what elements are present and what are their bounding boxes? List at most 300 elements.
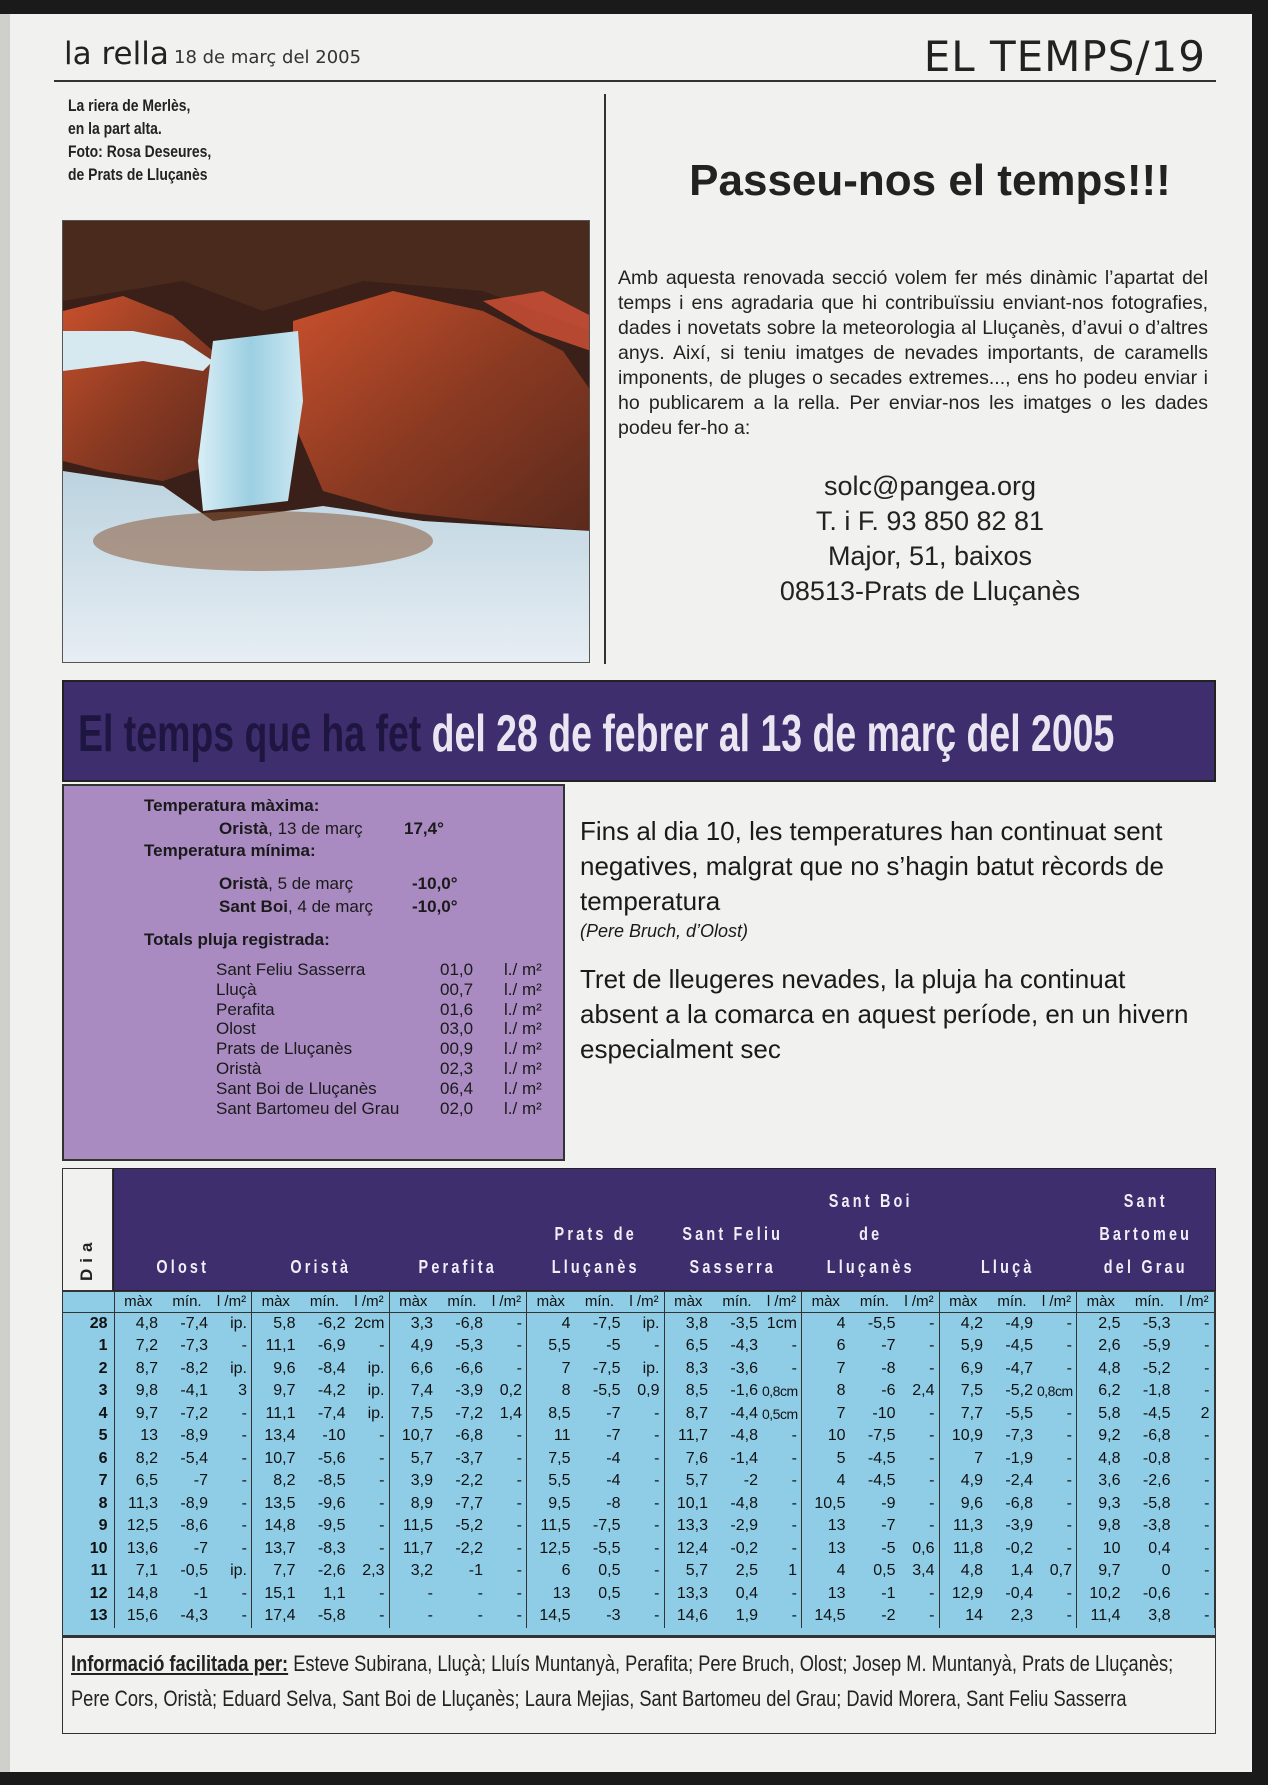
max-temp-cell: 7 <box>836 1404 846 1422</box>
min-temp-cell: -1,9 <box>1005 1449 1033 1467</box>
subheader-cell: mín. <box>437 1292 487 1313</box>
subheader-cell: màx <box>527 1292 575 1313</box>
day-cell: 1 <box>63 1335 114 1358</box>
max-temp-cell: 10,5 <box>814 1494 846 1512</box>
max-temp-cell: 10 <box>1102 1539 1121 1557</box>
max-temp-cell: 11,1 <box>265 1337 296 1355</box>
min-temp-cell: -0,2 <box>730 1539 758 1557</box>
rain-cell: - <box>900 1470 940 1493</box>
table-row <box>63 1605 1214 1628</box>
photo-caption <box>68 94 314 186</box>
rain-cell: - <box>350 1425 390 1448</box>
min-temp-cell: -2,6 <box>1142 1472 1171 1490</box>
rain-cell: - <box>625 1403 665 1426</box>
max-temp-cell: 13,7 <box>264 1539 296 1557</box>
min-temp-cell: -7 <box>881 1337 896 1355</box>
day-cell: 12 <box>63 1583 114 1606</box>
rain-unit: l./ m² <box>504 979 542 999</box>
min-temp-cell: 3,8 <box>1148 1607 1171 1625</box>
subheader-cell: màx <box>664 1292 712 1313</box>
max-temp-cell: 2,5 <box>1098 1315 1121 1332</box>
min-temp-cell: -5,2 <box>455 1517 483 1535</box>
rain-value: 02,0 <box>440 1098 474 1118</box>
table-body <box>62 1291 1216 1636</box>
max-temp-cell: 5 <box>836 1449 846 1467</box>
min-temp-cell: -6,2 <box>317 1315 346 1332</box>
max-temp-cell: 7 <box>561 1359 571 1377</box>
location-header <box>953 1251 1063 1284</box>
max-temp-cell: 3,3 <box>410 1315 433 1332</box>
rain-cell: - <box>762 1470 802 1493</box>
min-temp-cell: -7,2 <box>180 1404 208 1422</box>
subheader-cell: mín. <box>575 1292 625 1313</box>
min-temp-cell: -7,7 <box>455 1494 483 1512</box>
min-temp-cell: -8,4 <box>317 1359 346 1377</box>
min-temp-cell: -9,5 <box>317 1517 346 1535</box>
page-header <box>54 24 1216 82</box>
max-temp-cell: 4,9 <box>410 1337 433 1355</box>
min-temp-cell: 0,5 <box>598 1562 621 1580</box>
min-temp-cell: -4,4 <box>730 1404 758 1422</box>
rain-cell: - <box>350 1515 390 1538</box>
min-temp-cell: -2 <box>743 1472 758 1490</box>
min-temp-cell: -1 <box>468 1562 483 1580</box>
subheader-cell: màx <box>802 1292 850 1313</box>
rain-cell: - <box>487 1358 527 1381</box>
rain-cell: - <box>762 1515 802 1538</box>
table-row <box>63 1493 1214 1516</box>
location-header-line: Sasserra <box>689 1257 776 1277</box>
rain-cell: 0,5cm <box>762 1403 802 1426</box>
rain-place: Sant Bartomeu del Grau <box>216 1098 400 1118</box>
rain-cell: 0,8cm <box>1037 1380 1077 1403</box>
max-temp-cell: 11,1 <box>265 1404 296 1422</box>
rain-cell: - <box>487 1470 527 1493</box>
day-cell: 7 <box>63 1470 114 1493</box>
rain-cell: - <box>900 1403 940 1426</box>
table-row <box>63 1358 1214 1381</box>
min-temp-value: -10,0° <box>412 897 458 916</box>
max-temp-cell: 9,8 <box>135 1382 158 1400</box>
location-header-line: Sant <box>1123 1191 1168 1211</box>
rain-cell: 2,4 <box>900 1380 940 1403</box>
min-temp-cell: -5,5 <box>592 1382 621 1400</box>
rain-value: 01,6 <box>440 999 474 1019</box>
min-temp-cell: -6,8 <box>1005 1494 1033 1512</box>
day-column-label: Dia <box>77 1236 96 1281</box>
banner-title-part1: El temps que ha fet <box>78 705 422 763</box>
rain-cell: 1cm <box>762 1313 802 1336</box>
max-temp-cell: 5,5 <box>548 1472 571 1490</box>
rain-cell: ip. <box>350 1358 390 1381</box>
min-temp-cell: -4,5 <box>1005 1337 1033 1355</box>
subheader-cell: l /m² <box>212 1292 252 1313</box>
table-row <box>63 1538 1214 1561</box>
rain-place: Olost <box>216 1019 256 1039</box>
min-temp-cell: -1,6 <box>730 1382 758 1400</box>
summary-author: (Pere Bruch, d’Olost) <box>580 921 749 941</box>
max-temp-cell: 13 <box>140 1427 158 1445</box>
rain-cell: - <box>1037 1515 1077 1538</box>
max-temp-cell: 5,5 <box>548 1337 571 1355</box>
subheader-cell: màx <box>114 1292 162 1313</box>
max-temp-cell: 9,7 <box>135 1404 158 1422</box>
subheader-cell: l /m² <box>350 1292 390 1313</box>
max-temp-cell: 7,4 <box>410 1382 433 1400</box>
min-temp-place: Oristà <box>219 874 269 893</box>
min-temp-where <box>219 874 353 894</box>
max-temp-cell: 11,3 <box>128 1494 158 1512</box>
max-temp-cell: 14,6 <box>676 1607 708 1625</box>
rain-cell: ip. <box>350 1380 390 1403</box>
caption-line: Foto: Rosa Deseures, <box>68 142 212 161</box>
table-row <box>63 1470 1214 1493</box>
rain-cell: 3 <box>212 1380 252 1403</box>
day-cell: 2 <box>63 1358 114 1381</box>
publication-name: la rella <box>64 36 169 72</box>
min-temp-cell: -7 <box>881 1517 896 1535</box>
subheader-cell: mín. <box>987 1292 1037 1313</box>
rain-cell: 0,7 <box>1037 1560 1077 1583</box>
rain-cell: - <box>1175 1335 1215 1358</box>
max-temp-cell: 4,8 <box>1098 1359 1121 1377</box>
min-temp-cell: -6 <box>881 1382 896 1400</box>
rain-cell: - <box>212 1583 252 1606</box>
rain-cell: 1,4 <box>487 1403 527 1426</box>
min-temp-cell: -4,5 <box>1142 1404 1171 1422</box>
max-temp-cell: 13,3 <box>676 1584 708 1602</box>
min-temp-cell: -6,8 <box>1142 1427 1171 1445</box>
rain-value: 00,7 <box>440 979 474 999</box>
max-temp-cell: 10,2 <box>1089 1584 1121 1602</box>
min-temp-where <box>219 897 373 917</box>
max-temp-cell: 7 <box>974 1449 983 1467</box>
min-temp-cell: -4 <box>606 1449 621 1467</box>
max-temp-cell: 9,7 <box>273 1382 296 1400</box>
table-row <box>63 1313 1214 1336</box>
rain-cell: - <box>1037 1358 1077 1381</box>
location-header-line: Lluçà <box>980 1257 1035 1277</box>
rain-cell: - <box>1037 1425 1077 1448</box>
max-temp-cell: 9,3 <box>1098 1494 1121 1512</box>
table-row <box>63 1403 1214 1426</box>
max-temp-cell: 6 <box>561 1562 571 1580</box>
rain-cell: - <box>212 1425 252 1448</box>
min-temp-cell: -5,8 <box>1142 1494 1171 1512</box>
max-temp-cell: 6,9 <box>960 1359 983 1377</box>
min-temp-date: , 4 de març <box>287 897 373 916</box>
location-header <box>815 1185 925 1284</box>
min-temp-cell: -6,8 <box>455 1427 483 1445</box>
waterfall-photo <box>62 220 590 663</box>
table-row <box>63 1448 1214 1471</box>
rain-cell: - <box>487 1560 527 1583</box>
rain-cell: 0,8cm <box>762 1380 802 1403</box>
subheader-cell: màx <box>252 1292 300 1313</box>
rain-cell: - <box>1175 1515 1215 1538</box>
max-temp-cell: 13,6 <box>126 1539 158 1557</box>
rain-cell: - <box>1037 1335 1077 1358</box>
min-temp-cell: -5,5 <box>1005 1404 1033 1422</box>
max-temp-cell: 10 <box>827 1427 846 1445</box>
max-temp-date: , 13 de març <box>268 819 363 838</box>
caption-line: La riera de Merlès, <box>68 96 191 115</box>
credits-text <box>71 1646 1200 1716</box>
min-temp-cell: -7 <box>606 1404 621 1422</box>
min-temp-cell: -4,7 <box>1005 1359 1033 1377</box>
summary-column <box>580 814 1200 1067</box>
min-temp-cell: -4,3 <box>730 1337 758 1355</box>
location-header-line: Sant Feliu <box>682 1224 784 1244</box>
max-temp-cell: 9,6 <box>960 1494 983 1512</box>
table-row <box>63 1335 1214 1358</box>
min-temp-cell: -1,8 <box>1142 1382 1171 1400</box>
max-temp-cell: 9,5 <box>548 1494 571 1512</box>
rain-cell: - <box>625 1425 665 1448</box>
column-divider <box>604 94 606 664</box>
rain-cell: - <box>1175 1425 1215 1448</box>
rain-cell: - <box>350 1493 390 1516</box>
max-temp-cell: 9,2 <box>1098 1427 1121 1445</box>
subheader-cell: l /m² <box>625 1292 665 1313</box>
max-temp-cell: 8,2 <box>273 1472 296 1490</box>
rain-cell: - <box>212 1403 252 1426</box>
subheader-cell: l /m² <box>900 1292 940 1313</box>
max-temp-cell: 8,9 <box>410 1494 433 1512</box>
day-cell: 3 <box>63 1380 114 1403</box>
max-temp-cell: 11,5 <box>403 1517 433 1535</box>
table-row <box>63 1515 1214 1538</box>
min-temp-cell: -9 <box>881 1494 896 1512</box>
min-temp-cell: -7 <box>193 1472 208 1490</box>
rain-cell: - <box>487 1538 527 1561</box>
rain-cell: ip. <box>212 1313 252 1336</box>
rain-cell: 3,4 <box>900 1560 940 1583</box>
rain-total-label: Totals pluja registrada: <box>144 930 330 949</box>
rain-cell: ip. <box>625 1313 665 1336</box>
rain-place: Oristà <box>216 1059 262 1078</box>
contact-city: 08513-Prats de Lluçanès <box>779 576 1081 606</box>
rain-cell: - <box>487 1515 527 1538</box>
rain-cell: - <box>487 1493 527 1516</box>
rain-cell: - <box>762 1358 802 1381</box>
caption-line: en la part alta. <box>68 119 162 138</box>
max-temp-cell: 11 <box>553 1427 571 1445</box>
rain-place: Prats de Lluçanès <box>216 1039 353 1059</box>
min-temp-cell: - <box>477 1607 483 1625</box>
max-temp-cell: 4,8 <box>135 1315 158 1332</box>
min-temp-cell: -5 <box>606 1337 621 1355</box>
rain-value: 06,4 <box>440 1078 474 1098</box>
temperature-summary: Fins al dia 10, les temperatures han continuat sent negatives, malgrat que no s’hagin batut rècords de temperatura <box>580 816 1164 916</box>
location-header-line: Oristà <box>289 1257 351 1277</box>
rain-cell: - <box>762 1583 802 1606</box>
rain-cell: 2,3 <box>350 1560 390 1583</box>
contact-phone: T. i F. 93 850 82 81 <box>815 506 1045 536</box>
rain-cell: - <box>1175 1313 1215 1336</box>
max-temp-cell: 6 <box>836 1337 846 1355</box>
min-temp-cell: -4,8 <box>730 1494 758 1512</box>
daily-weather-table <box>62 1168 1216 1636</box>
rain-cell: - <box>487 1425 527 1448</box>
rain-cell: 0,2 <box>487 1380 527 1403</box>
min-temp-cell: -10 <box>872 1404 896 1422</box>
min-temp-cell: 1,4 <box>1010 1562 1033 1580</box>
max-temp-cell: 8,5 <box>548 1404 571 1422</box>
banner-title <box>78 704 1114 764</box>
min-temp-cell: 0,4 <box>735 1584 758 1602</box>
day-cell: 10 <box>63 1538 114 1561</box>
max-temp-cell: 8,2 <box>135 1449 158 1467</box>
max-temp-cell: 4 <box>561 1315 571 1332</box>
location-header-line: Lluçanès <box>826 1257 915 1277</box>
table-row <box>63 1380 1214 1403</box>
rain-cell: - <box>625 1470 665 1493</box>
rain-cell: - <box>1175 1470 1215 1493</box>
max-temp-cell: 6,5 <box>685 1337 708 1355</box>
min-temp-cell: -7,4 <box>180 1315 208 1332</box>
rain-cell: - <box>212 1515 252 1538</box>
min-temp-cell: -2,6 <box>317 1562 346 1580</box>
min-temp-cell: -0,5 <box>180 1562 208 1580</box>
rain-cell: - <box>900 1358 940 1381</box>
min-temp-cell: -8,9 <box>180 1494 208 1512</box>
rain-cell: - <box>762 1448 802 1471</box>
location-header <box>265 1251 375 1284</box>
min-temp-cell: -5,5 <box>867 1315 896 1332</box>
subheader-cell: mín. <box>162 1292 212 1313</box>
rain-cell: - <box>900 1425 940 1448</box>
max-temp-cell: 14,5 <box>539 1607 571 1625</box>
max-temp-cell: 11,7 <box>403 1539 433 1557</box>
min-temp-cell: 2,3 <box>1010 1607 1033 1625</box>
min-temp-cell: -3,7 <box>455 1449 483 1467</box>
max-temp-cell: 8 <box>561 1382 571 1400</box>
rain-cell: 2cm <box>350 1313 390 1336</box>
min-temp-cell: -2,9 <box>730 1517 758 1535</box>
rain-cell: - <box>487 1583 527 1606</box>
rain-cell: - <box>212 1538 252 1561</box>
min-temp-cell: 0,4 <box>1148 1539 1171 1557</box>
min-temp-cell: 0,5 <box>873 1562 896 1580</box>
max-temp-cell: 7,5 <box>410 1404 433 1422</box>
subheader-cell: màx <box>389 1292 437 1313</box>
rain-cell: - <box>625 1560 665 1583</box>
rain-cell: - <box>350 1335 390 1358</box>
min-temp-cell: -4,9 <box>1005 1315 1033 1332</box>
rain-cell: - <box>350 1583 390 1606</box>
min-temp-cell: -8,3 <box>317 1539 346 1557</box>
max-temp-cell: 6,2 <box>1098 1382 1121 1400</box>
max-temp-cell: 8,3 <box>685 1359 708 1377</box>
rain-cell: - <box>1175 1493 1215 1516</box>
max-temp-cell: 3,6 <box>1098 1472 1121 1490</box>
min-temp-cell: -5,9 <box>1142 1337 1171 1355</box>
rain-place: Sant Feliu Sasserra <box>216 960 366 979</box>
min-temp-cell: -6,9 <box>317 1337 346 1355</box>
location-header-line: Sant Boi de <box>828 1191 913 1244</box>
subheader-cell: mín. <box>712 1292 762 1313</box>
max-temp-cell: 14,8 <box>126 1584 158 1602</box>
max-temp-cell: 13 <box>552 1584 571 1602</box>
issue-date: 18 de març del 2005 <box>174 47 362 68</box>
rain-cell: - <box>625 1583 665 1606</box>
max-temp-cell: 7,5 <box>548 1449 571 1467</box>
location-header-line: Olost <box>156 1257 210 1277</box>
min-temp-cell: -7,3 <box>180 1337 208 1355</box>
max-temp-cell: 4,8 <box>1098 1449 1121 1467</box>
rain-unit: l./ m² <box>504 999 542 1019</box>
credits-contributors: Esteve Subirana, Lluçà; Lluís Muntanyà, Perafita; Pere Bruch, Olost; Josep M. Muntanyà, Prats de Lluçanès; Pere Cors, Oristà; Eduard Selva, Sant Boi de Lluçanès; Laura Mejias, Sant Bartomeu del Grau; David Morera, Sant Feliu Sasserra <box>71 1651 1174 1711</box>
max-temp-cell: 7,6 <box>685 1449 708 1467</box>
max-temp-cell: 6,5 <box>135 1472 158 1490</box>
max-temp-cell: 11,5 <box>540 1517 571 1535</box>
rain-unit: l./ m² <box>504 1019 542 1039</box>
location-header-line: Lluçanès <box>551 1257 640 1277</box>
rain-cell: 0,6 <box>900 1538 940 1561</box>
rain-cell: - <box>762 1425 802 1448</box>
max-temp-cell: 12,5 <box>539 1539 571 1557</box>
section-title: EL TEMPS/19 <box>923 32 1206 81</box>
location-header <box>1090 1185 1200 1284</box>
max-temp-cell: 4 <box>836 1315 846 1332</box>
min-temp-cell: 0,5 <box>598 1584 621 1602</box>
subheader-cell: l /m² <box>1037 1292 1077 1313</box>
rain-cell: ip. <box>350 1403 390 1426</box>
max-temp-cell: 8,7 <box>135 1359 158 1377</box>
rain-cell: - <box>900 1313 940 1336</box>
min-temp-date: , 5 de març <box>268 874 354 893</box>
rain-cell: ip. <box>212 1560 252 1583</box>
max-temp-cell: 4 <box>836 1472 846 1490</box>
max-temp-cell: 12,4 <box>676 1539 708 1557</box>
caption-line: de Prats de Lluçanès <box>68 165 208 184</box>
banner-title-part2: del 28 de febrer al 13 de març del 2005 <box>431 705 1115 763</box>
rain-cell: - <box>212 1605 252 1628</box>
table-row <box>63 1560 1214 1583</box>
max-temp-cell: - <box>427 1584 433 1602</box>
weather-period-banner <box>62 680 1216 782</box>
rain-cell: ip. <box>625 1358 665 1381</box>
rain-cell: - <box>900 1493 940 1516</box>
rain-cell: - <box>1175 1448 1215 1471</box>
min-temp-cell: -7,4 <box>317 1404 346 1422</box>
min-temp-cell: -4,3 <box>180 1607 208 1625</box>
min-temp-cell: -8 <box>606 1494 621 1512</box>
rain-cell: - <box>1037 1470 1077 1493</box>
rain-cell: - <box>1037 1605 1077 1628</box>
min-temp-cell: -8,2 <box>180 1359 208 1377</box>
min-temp-cell: -2,4 <box>1005 1472 1033 1490</box>
max-temp-place: Oristà <box>219 819 269 838</box>
contact-email: solc@pangea.org <box>823 471 1037 501</box>
min-temp-cell: -7 <box>606 1427 621 1445</box>
credits-footer <box>62 1636 1216 1734</box>
rain-cell: - <box>900 1605 940 1628</box>
max-temp-cell: 8 <box>836 1382 846 1400</box>
rain-cell: - <box>1175 1560 1215 1583</box>
rain-cell: - <box>1037 1583 1077 1606</box>
min-temp-cell: -7 <box>193 1539 208 1557</box>
day-cell: 5 <box>63 1425 114 1448</box>
max-temp-cell: 12,5 <box>126 1517 158 1535</box>
rain-cell: - <box>1037 1538 1077 1561</box>
subheader-cell: l /m² <box>487 1292 527 1313</box>
table-row <box>63 1425 1214 1448</box>
rain-cell: 1 <box>762 1560 802 1583</box>
max-temp-cell: 7,1 <box>135 1562 158 1580</box>
min-temp-cell: -3,9 <box>455 1382 483 1400</box>
